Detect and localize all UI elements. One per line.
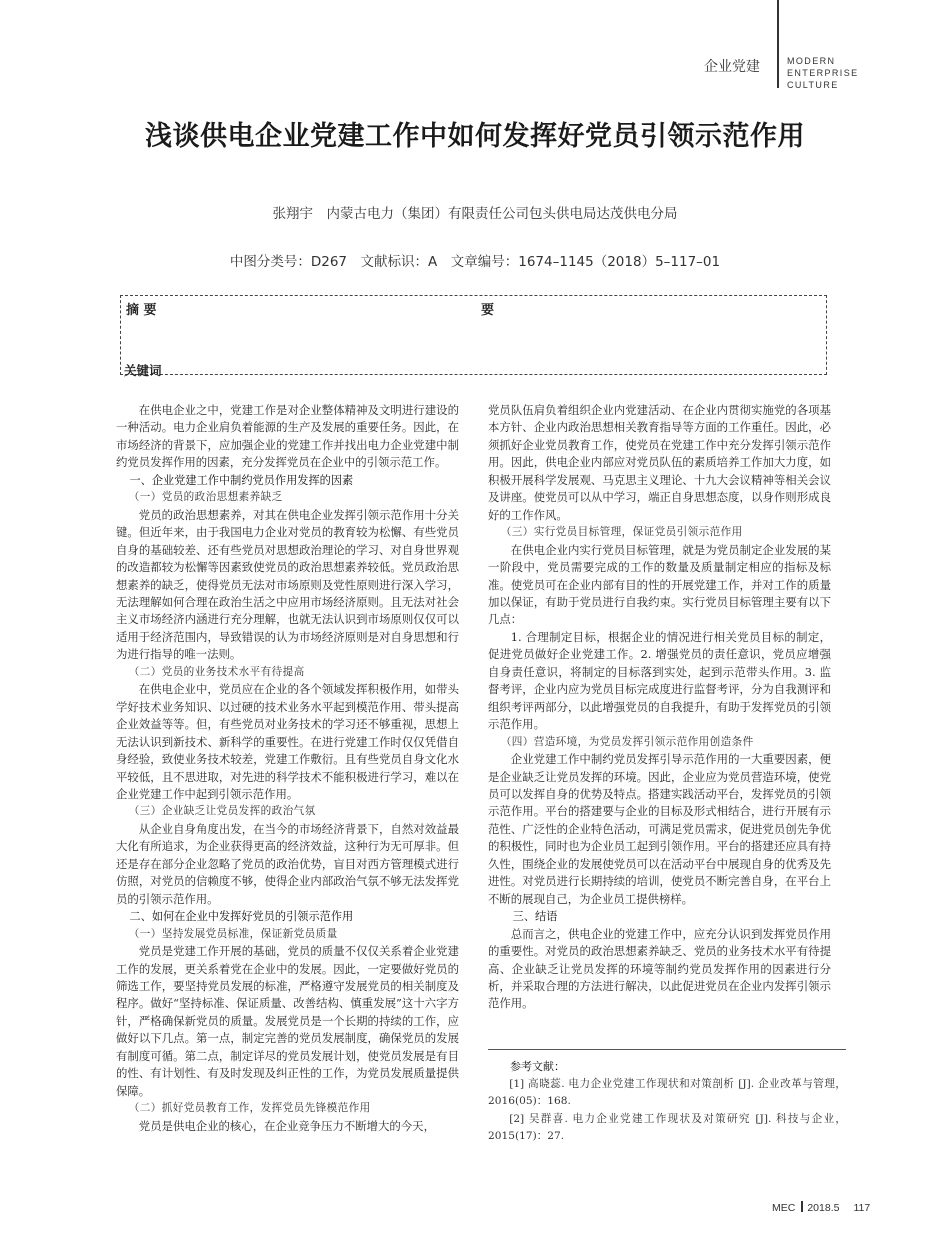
section-label: 企业党建	[704, 59, 760, 75]
author-line: 张翔宇 内蒙古电力（集团）有限责任公司包头供电局达茂供电分局	[272, 206, 678, 222]
body-column-right	[488, 402, 831, 1013]
brand-line: ENTERPRISE	[787, 68, 859, 78]
reference-item: [2] 吴群喜. 电力企业党建工作现状及对策研究 [J]. 科技与企业，2015(17)：27.	[488, 1112, 846, 1143]
section-heading: 一、企业党建工作中制约党员作用发挥的因素	[129, 473, 354, 487]
section-heading: （三）企业缺乏让党员发挥的政治气氛	[128, 805, 316, 818]
references-divider	[488, 1049, 846, 1050]
references	[488, 1058, 846, 1146]
section-heading: （二）党员的业务技术水平有待提高	[128, 665, 305, 678]
abstract-label-tail: 要	[481, 303, 495, 318]
abstract-label: 摘 要	[126, 303, 157, 318]
body-paragraph: 在供电企业之中，党建工作是对企业整体精神及文明进行建设的一种活动。电力企业肩负着能源的生产及发展的重要任务。因此，在市场经济的背景下，应加强企业的党建工作并找出电力企业党建中制约党员发挥作用的因素，充分发挥党员在企业中的引领示范工作。	[116, 403, 459, 470]
section-heading: （四）营造环境，为党员发挥引领示范作用创造条件	[500, 735, 754, 748]
footer-issue: 2018.5	[807, 1202, 840, 1214]
body-paragraph: 党员的政治思想素养，对其在供电企业发挥引领示范作用十分关键。但近年来，由于我国电力企业对党员的教育较为松懈、有些党员自身的基础较差、还有些党员对思想政治理论的学习、对自身世界观的改造都较为松懈等因素致使党员的政治思想素养较低。党员政治思想素养的缺乏，使得党员无法对市场原则及党性原则进行深入学习，无法理解如何合理在政治生活之中应用市场经济原则。且无法对社会主义市场经济内涵进行充分理解，也就无法认识到市场原则仅仅可以适用于经济范围内，导致错误的认为市场经济原则是对自身思想和行为进行指导的唯一法则。	[116, 507, 459, 662]
reference-item: [1] 高晓蕊. 电力企业党建工作现状和对策剖析 [J]. 企业改革与管理，2016(05)：168.	[488, 1077, 846, 1108]
body-paragraph: 1. 合理制定目标，根据企业的情况进行相关党员目标的制定，促进党员做好企业党建工作。2. 增强党员的责任意识，党员应增强自身责任意识，将制定的目标落到实处，起到示范带头作用。3. 监督考评，企业内应为党员目标完成度进行监督考评，分为自我测评和组织考评两部分，以此增强党员的自我提升，有助于发挥党员的引领示范作用。	[488, 629, 831, 732]
body-paragraph: 企业党建工作中制约党员发挥引导示范作用的一大重要因素，便是企业缺乏让党员发挥的环境。因此，企业应为党员营造环境，使党员可以发挥自身的优势及特点。搭建实践活动平台，发挥党员的引领示范作用。平台的搭建要与企业的目标及形式相结合，进行开展有示范性、广泛性的企业特色活动，可满足党员需求，促进党员创先争优的积极性，同时也为企业员工起到引领作用。平台的搭建还应具有持久性，围绕企业的发展使党员可以在活动平台中展现自身的优秀及先进性。对党员进行长期持续的培训，使党员不断完善自身，在平台上不断的展现自己，为企业员工提供榜样。	[488, 752, 831, 906]
header-divider	[777, 0, 779, 88]
section-heading: 二、如何在企业中发挥好党员的引领示范作用	[129, 910, 354, 924]
section-heading: 三、结语	[512, 910, 558, 924]
body-paragraph: 党员是党建工作开展的基础，党员的质量不仅仅关系着企业党建工作的发展，更关系着党在企业中的发展。因此，一定要做好党员的筛选工作，要坚持党员发展的标准，严格遵守发展党员的相关制度及程序。做好“坚持标准、保证质量、改善结构、慎重发展”这十六字方针，严格确保新党员的质量。发展党员是一个长期的持续的工作，应做好以下几点。第一点，制定完善的党员发展制度，确保党员的发展有制度可循。第二点，制定详尽的党员发展计划，使党员发展是有目的性、有计划性、有及时发现及纠正性的工作，为党员发展质量提供保障。	[116, 944, 459, 1098]
abstract-box	[120, 295, 827, 375]
page-footer	[772, 1201, 870, 1214]
article-title: 浅谈供电企业党建工作中如何发挥好党员引领示范作用	[145, 121, 805, 152]
references-heading: 参考文献：	[510, 1060, 565, 1073]
body-paragraph: 在供电企业内实行党员目标管理，就是为党员制定企业发展的某一阶段中，党员需要完成的工作的数量及质量制定相应的指标及标准。使党员可在企业内部有目的性的开展党建工作，并对工作的质量加以保证，有助于党员进行自我约束。实行党员目标管理主要有以下几点：	[488, 542, 831, 627]
page-number: 117	[853, 1202, 871, 1214]
keywords-label: 关键词	[124, 363, 162, 378]
body-paragraph: 党员是供电企业的核心，在企业竞争压力不断增大的今天，	[138, 1118, 435, 1133]
body-paragraph: 总而言之，供电企业的党建工作中，应充分认识到发挥党员作用的重要性。对党员的政治思想素养缺乏、党员的业务技术水平有待提高、企业缺乏让党员发挥的环境等制约党员发挥作用的因素进行分析，并采取合理的方法进行解决，以此促进党员在企业内发挥引领示范作用。	[488, 926, 831, 1011]
body-paragraph: 从企业自身角度出发，在当今的市场经济背景下，自然对效益最大化有所追求，为企业获得更高的经济效益，这种行为无可厚非。但还是存在部分企业忽略了党员的政治优势，盲目对西方管理模式进行仿照，对党员的信赖度不够，使得企业内部政治气氛不够无法发挥党员的引领示范作用。	[116, 821, 459, 906]
section-heading: （一）坚持发展党员标准，保证新党员质量	[128, 927, 338, 940]
body-column-left	[116, 402, 459, 1135]
section-heading: （一）党员的政治思想素养缺乏	[128, 491, 283, 504]
brand-line: MODERN	[787, 56, 836, 66]
footer-journal: MEC	[772, 1202, 796, 1214]
body-paragraph: 党员队伍肩负着组织企业内党建活动、在企业内贯彻实施党的各项基本方针、企业内政治思想相关教育指导等方面的工作重任。因此，必须抓好企业党员教育工作，使党员在党建工作中充分发挥引领示范作用。因此，供电企业内部应对党员队伍的素质培养工作加大力度，如积极开展科学发展观、马克思主义理论、十九大会议精神等相关会议及讲座。使党员可以从中学习，端正自身思想态度，以身作则形成良好的工作作风。	[488, 403, 831, 522]
footer-divider	[801, 1201, 803, 1212]
brand-line: CULTURE	[787, 80, 839, 90]
journal-brand	[787, 55, 859, 91]
section-heading: （三）实行党员目标管理，保证党员引领示范作用	[500, 526, 743, 539]
section-heading: （二）抓好党员教育工作，发挥党员先锋模范作用	[128, 1102, 371, 1115]
classification-line: 中图分类号：D267 文献标识：A 文章编号：1674–1145（2018）5–117–01	[229, 254, 721, 270]
body-paragraph: 在供电企业中，党员应在企业的各个领域发挥积极作用，如带头学好技术业务知识、以过硬的技术业务水平起到模范作用、带头提高企业效益等等。但，有些党员对业务技术的学习还不够重视，思想上无法认识到新技术、新科学的重要性。在进行党建工作时仅仅凭借自身经验，致使业务技术较差，党建工作敷衍。且有些党员自身文化水平较低，且不思进取，对先进的科学技术不能积极进行学习，难以在企业党建工作中起到引领示范作用。	[116, 682, 459, 801]
